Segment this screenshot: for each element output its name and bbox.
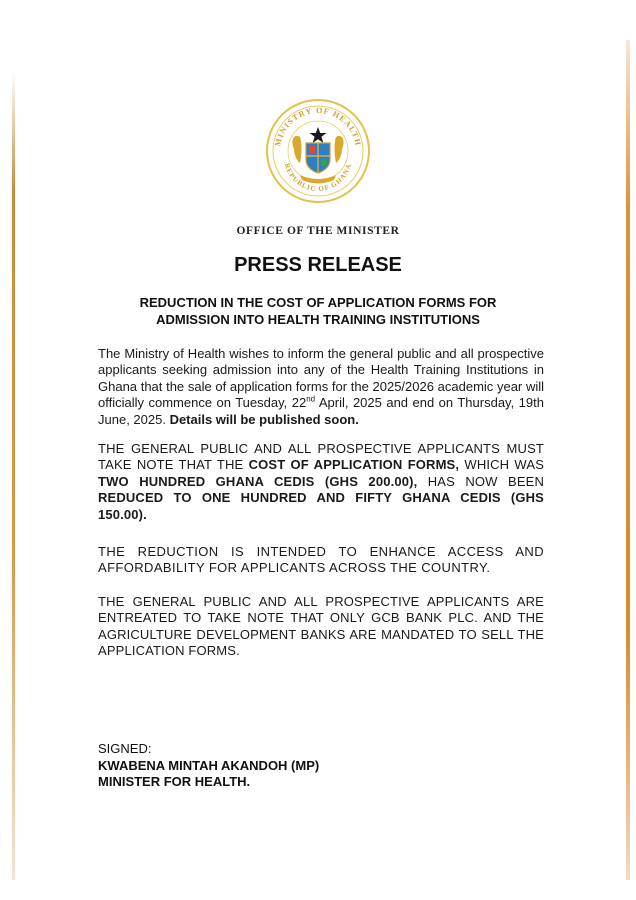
press-release-title: PRESS RELEASE	[234, 254, 402, 276]
paragraph-intent: THE REDUCTION IS INTENDED TO ENHANCE ACCESS AND AFFORDABILITY FOR APPLICANTS ACROSS THE COUNTRY.	[98, 544, 544, 576]
paragraph-cost-reduction	[98, 441, 544, 523]
paragraph-banks: THE GENERAL PUBLIC AND ALL PROSPECTIVE APPLICANTS ARE ENTREATED TO TAKE NOTE THAT ONLY GCB BANK PLC. AND THE AGRICULTURE DEVELOPMENT BANKS ARE MANDATED TO SELL THE APPLICATION FORMS.	[98, 594, 544, 659]
office-heading: OFFICE OF THE MINISTER	[236, 225, 400, 237]
signed-label: SIGNED:	[98, 741, 152, 756]
p2-bold-new-price: REDUCED TO ONE HUNDRED AND FIFTY GHANA CEDIS (GHS 150.00).	[98, 490, 544, 522]
p1-superscript: nd	[306, 394, 316, 404]
p2-text-c: HAS NOW BEEN	[417, 473, 545, 489]
page-edge-right	[626, 40, 630, 880]
p1-bold-details: Details will be published soon.	[169, 411, 359, 427]
paragraph-announcement	[98, 346, 544, 428]
signatory-name: KWABENA MINTAH AKANDOH (MP)	[98, 757, 320, 773]
p2-bold-old-price: TWO HUNDRED GHANA CEDIS (GHS 200.00),	[98, 473, 418, 489]
seal-bottom-text: REPUBLIC OF GHANA	[282, 162, 354, 194]
headline-line-2: ADMISSION INTO HEALTH TRAINING INSTITUTIONS	[156, 312, 480, 327]
p1-text-a: The Ministry of Health wishes to inform the general public and all prospective applicants seeking admission into any of the Health Training Institutions in Ghana that the sale of application forms for the 2025/2026 academic year will officially commence on Tuesday, 22	[98, 346, 544, 411]
p2-text-b: WHICH WAS	[459, 457, 545, 473]
page-edge-left	[12, 70, 15, 880]
signature-block	[98, 741, 498, 791]
p2-bold-cost: COST OF APPLICATION FORMS,	[248, 457, 460, 473]
headline-line-1: REDUCTION IN THE COST OF APPLICATION FORMS FOR	[139, 295, 497, 310]
p2-text-a: THE GENERAL PUBLIC AND ALL PROSPECTIVE APPLICANTS MUST TAKE NOTE THAT THE	[98, 441, 544, 473]
ministry-seal-emblem	[264, 97, 372, 205]
p1-text-b: April, 2025 and end on Thursday, 19th June, 2025.	[98, 395, 544, 427]
release-headline	[90, 294, 546, 328]
signatory-role: MINISTER FOR HEALTH.	[98, 774, 251, 789]
seal-top-text: MINISTRY OF HEALTH	[273, 105, 363, 148]
